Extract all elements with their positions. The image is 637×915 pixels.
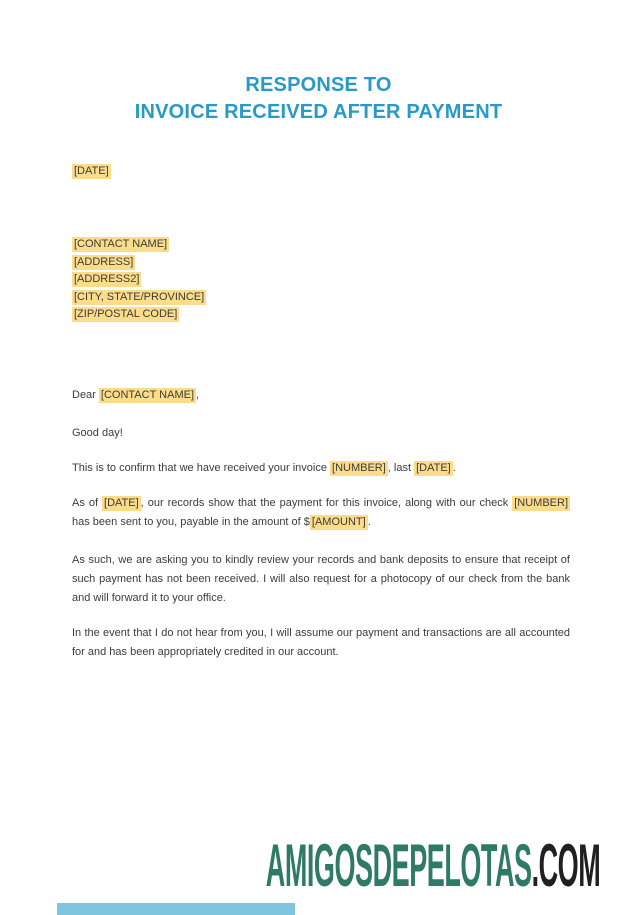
paragraph-text: . [452, 462, 456, 474]
number-placeholder: [NUMBER] [332, 462, 386, 474]
contact-name-placeholder: [CONTACT NAME] [74, 238, 168, 250]
city-state-placeholder: [CITY, STATE/PROVINCE] [74, 290, 205, 303]
recipient-line [72, 236, 206, 254]
date-placeholder: [DATE] [74, 165, 109, 177]
paragraph-payment-sent [72, 494, 570, 532]
paragraph-text: In the event that I do not hear from you, I will assume our payment and transactions are all accounted for and has been appropriately credited in our account. [72, 627, 570, 658]
greeting: Good day! [72, 427, 123, 439]
paragraph-text: . [367, 516, 371, 528]
paragraph-text: , last [387, 462, 415, 474]
salutation-suffix: , [196, 389, 200, 401]
paragraph-text: This is to confirm that we have received your invoice [72, 462, 331, 474]
paragraph-closing-assumption [72, 624, 570, 662]
paragraph-review-request [72, 551, 570, 608]
recipient-line [72, 254, 206, 272]
footer-accent-bar [57, 903, 295, 915]
brand-logo-name: AMIGOSDEPELOTAS [265, 832, 532, 899]
paragraph-text: As of [72, 497, 103, 509]
paragraph-text: , our records show that the payment for this invoice, along with our check [140, 497, 513, 509]
salutation [72, 386, 199, 405]
page-title [0, 72, 637, 126]
paragraph-confirmation [72, 459, 570, 478]
amount-placeholder: [AMOUNT] [311, 516, 366, 528]
number-placeholder: [NUMBER] [514, 497, 569, 509]
contact-name-placeholder: [CONTACT NAME] [100, 389, 195, 401]
recipient-line [72, 271, 206, 289]
page-title-line-2: INVOICE RECEIVED AFTER PAYMENT [134, 101, 503, 123]
paragraph-text: has been sent to you, payable in the amount of $ [72, 516, 310, 528]
zip-placeholder: [ZIP/POSTAL CODE] [74, 308, 178, 320]
recipient-line [72, 306, 206, 324]
paragraph-text: As such, we are asking you to kindly review your records and bank deposits to ensure that receipt of such payment has not been received. I will also request for a photocopy of our check from the bank and will forward it to your office. [72, 554, 570, 604]
brand-logo-tld: .COM [531, 832, 600, 899]
salutation-prefix: Dear [72, 389, 99, 401]
date-placeholder: [DATE] [104, 497, 139, 509]
address-placeholder: [ADDRESS] [74, 255, 134, 268]
page-title-line-1: RESPONSE TO [245, 74, 392, 96]
recipient-address-block [72, 236, 206, 324]
address2-placeholder: [ADDRESS2] [74, 273, 140, 285]
date-placeholder: [DATE] [416, 462, 451, 474]
brand-logo [265, 832, 600, 899]
recipient-line [72, 289, 206, 307]
date-field [72, 162, 111, 181]
